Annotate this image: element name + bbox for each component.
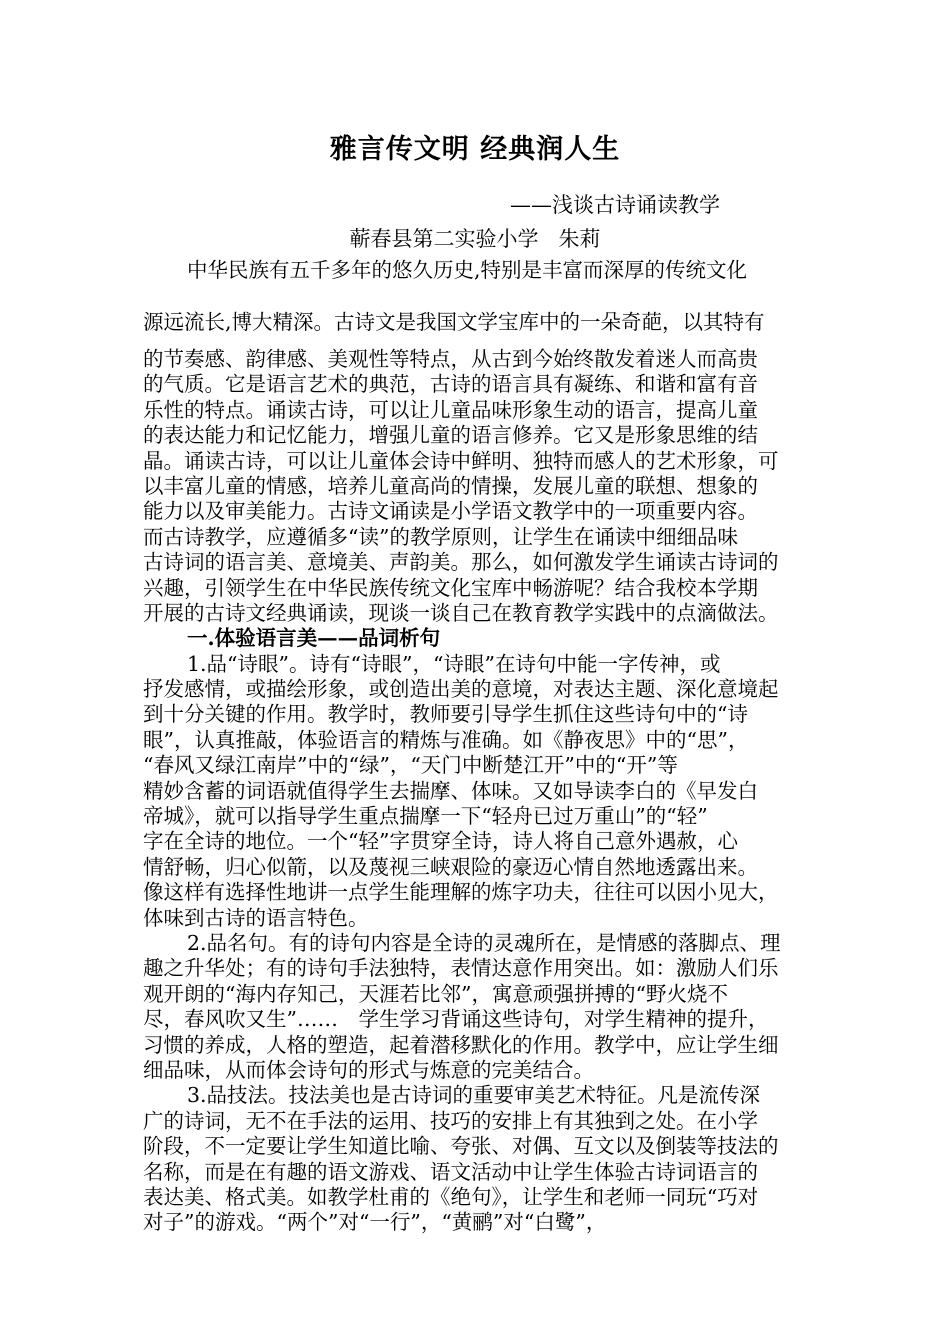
text-line: 观开朗的“海内存知己，天涯若比邻”，寓意顽强拼搏的“野火烧不: [143, 981, 728, 1006]
text-line: 体味到古诗的语言特色。: [143, 905, 369, 930]
text-line: 帝城》，就可以指导学生重点揣摩一下“轻舟已过万重山”的“轻”: [143, 804, 708, 829]
document-subtitle: ——浅谈古诗诵读教学: [510, 193, 720, 217]
text-line: 对子”的游戏。“两个”对“一行”，“黄鹂”对“白鹭”，: [143, 1210, 607, 1235]
document-title: 雅言传文明 经典润人生: [329, 134, 621, 165]
text-line: 晶。诵读古诗，可以让儿童体会诗中鲜明、独特而感人的艺术形象，可: [143, 448, 779, 473]
text-line: 抒发感情，或描绘形象，或创造出美的意境，对表达主题、深化意境起: [143, 677, 779, 702]
text-line: 名称，而是在有趣的语文游戏、语文活动中让学生体验古诗词语言的: [143, 1159, 758, 1184]
text-line: 字在全诗的地位。一个“轻”字贯穿全诗，诗人将自己意外遇赦，心: [143, 829, 738, 854]
text-line: 源远流长,博大精深。古诗文是我国文学宝库中的一朵奇葩，以其特有: [143, 310, 765, 334]
text-line: 中华民族有五千多年的悠久历史,特别是丰富而深厚的传统文化: [187, 258, 748, 282]
body-text: [143, 347, 823, 1236]
author-line: 蕲春县第二实验小学 朱莉: [349, 227, 601, 251]
text-line: 精妙含蓄的词语就值得学生去揣摩、体味。又如导读李白的《早发白: [143, 778, 758, 803]
text-line: 3.品技法。技法美也是古诗词的重要审美艺术特征。凡是流传深: [187, 1083, 761, 1108]
text-line: 习惯的养成，人格的塑造，起着潜移默化的作用。教学中，应让学生细: [143, 1032, 779, 1057]
paragraph-intro-second-line: [143, 310, 823, 335]
text-line: 细品味，从而体会诗句的形式与炼意的完美结合。: [143, 1057, 594, 1082]
text-line: 兴趣，引领学生在中华民族传统文化宝库中畅游呢？结合我校本学期: [143, 575, 758, 600]
section-heading: 一.体验语言美——品词析句: [187, 626, 441, 651]
text-line: 阶段，不一定要让学生知道比喻、夸张、对偶、互文以及倒装等技法的: [143, 1134, 779, 1159]
text-line: 广的诗词，无不在手法的运用、技巧的安排上有其独到之处。在小学: [143, 1108, 758, 1133]
text-line: 像这样有选择性地讲一点学生能理解的炼字功夫，往往可以因小见大，: [143, 880, 779, 905]
text-line: 表达美、格式美。如教学杜甫的《绝句》，让学生和老师一同玩“巧对: [143, 1184, 759, 1209]
text-line: 的表达能力和记忆能力，增强儿童的语言修养。它又是形象思维的结: [143, 423, 758, 448]
text-line: 2.品名句。有的诗句内容是全诗的灵魂所在，是情感的落脚点、理: [187, 930, 781, 955]
text-line: 尽，春风吹又生”…… 学生学习背诵这些诗句，对学生精神的提升，: [143, 1007, 769, 1032]
text-line: 而古诗教学，应遵循多“读”的教学原则，让学生在诵读中细细品味: [143, 524, 738, 549]
text-line: 到十分关键的作用。教学时，教师要引导学生抓住这些诗句中的“诗: [143, 702, 748, 727]
text-line: “春风又绿江南岸”中的“绿”，“天门中断楚江开”中的“开”等: [143, 753, 678, 778]
paragraph-intro-first-line: [143, 258, 823, 283]
text-line: 以丰富儿童的情感，培养儿童高尚的情操，发展儿童的联想、想象的: [143, 473, 758, 498]
text-line: 开展的古诗文经典诵读，现谈一谈自己在教育教学实践中的点滴做法。: [143, 600, 779, 625]
text-line: 的气质。它是语言艺术的典范，古诗的语言具有凝练、和谐和富有音: [143, 372, 758, 397]
text-line: 眼”，认真推敲，体验语言的精炼与准确。如《静夜思》中的“思”，: [143, 727, 749, 752]
text-line: 1.品“诗眼”。诗有“诗眼”，“诗眼”在诗句中能一字传神，或: [187, 651, 721, 676]
text-line: 能力以及审美能力。古诗文诵读是小学语文教学中的一项重要内容。: [143, 499, 758, 524]
text-line: 情舒畅，归心似箭，以及蔑视三峡艰险的豪迈心情自然地透露出来。: [143, 854, 758, 879]
text-line: 的节奏感、韵律感、美观性等特点，从古到今始终散发着迷人而高贵: [143, 347, 758, 371]
text-line: 古诗词的语言美、意境美、声韵美。那么，如何激发学生诵读古诗词的: [143, 550, 779, 575]
text-line: 趣之升华处；有的诗句手法独特，表情达意作用突出。如：激励人们乐: [143, 956, 779, 981]
text-line: 乐性的特点。诵读古诗，可以让儿童品味形象生动的语言，提高儿童: [143, 397, 758, 422]
